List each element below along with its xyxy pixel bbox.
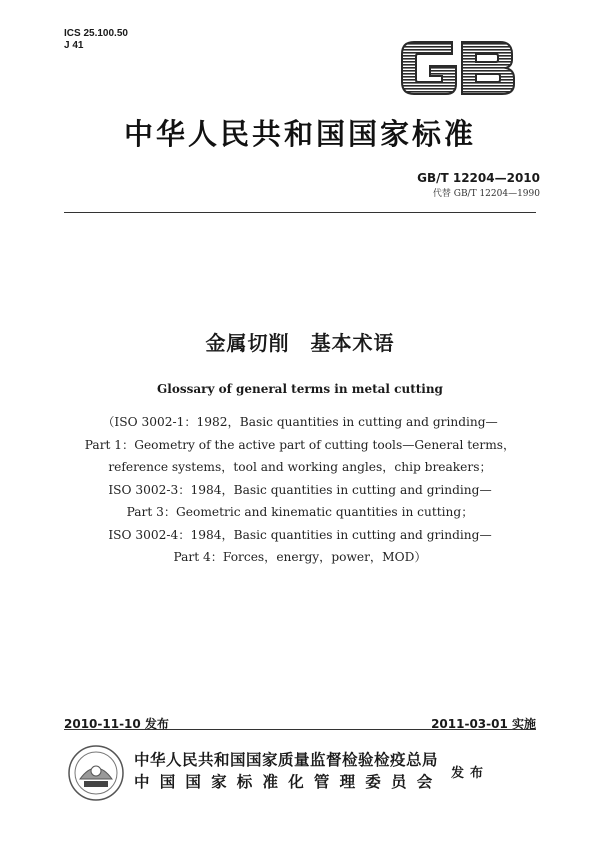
issuing-organization-sac: 中国国家标准化管理委员会 <box>134 773 443 791</box>
standard-number: GB/T 12204—2010 <box>417 171 540 185</box>
iso-reference-line: Part 3：Geometric and kinematic quantities in cutting； <box>126 505 474 519</box>
footer-divider <box>64 729 536 730</box>
ics-code: ICS 25.100.50 <box>64 28 128 39</box>
iso-reference-line: （ISO 3002-1：1982，Basic quantities in cutting and grinding— <box>102 415 498 429</box>
implementation-date: 2011-03-01 实施 <box>431 717 536 731</box>
iso-reference-line: reference systems，tool and working angles，chip breakers； <box>108 460 492 474</box>
document-title-english: Glossary of general terms in metal cutting <box>157 382 443 396</box>
iso-reference-line: ISO 3002-3：1984，Basic quantities in cutting and grinding— <box>108 482 492 497</box>
iso-reference-line: Part 4：Forces，energy，power，MOD） <box>173 550 427 564</box>
issue-date: 2010-11-10 发布 <box>64 717 169 731</box>
publish-label: 发布 <box>451 766 490 781</box>
ccs-code: J 41 <box>64 40 84 51</box>
official-seal-icon <box>66 743 126 803</box>
gb-logo-icon <box>396 34 520 102</box>
iso-reference-line: Part 1：Geometry of the active part of cutting tools—General terms， <box>84 437 516 452</box>
document-title-chinese: 金属切削 基本术语 <box>205 331 395 355</box>
replaces-standard: 代替 GB/T 12204—1990 <box>432 189 540 199</box>
iso-reference-block <box>0 411 600 569</box>
issuing-organization-aqsiq: 中华人民共和国国家质量监督检验检疫总局 <box>134 751 439 769</box>
classification-codes <box>64 28 128 52</box>
iso-reference-line: ISO 3002-4：1984，Basic quantities in cutting and grinding— <box>108 527 492 542</box>
standard-category-title: 中华人民共和国国家标准 <box>123 117 476 151</box>
header-divider <box>64 212 536 213</box>
